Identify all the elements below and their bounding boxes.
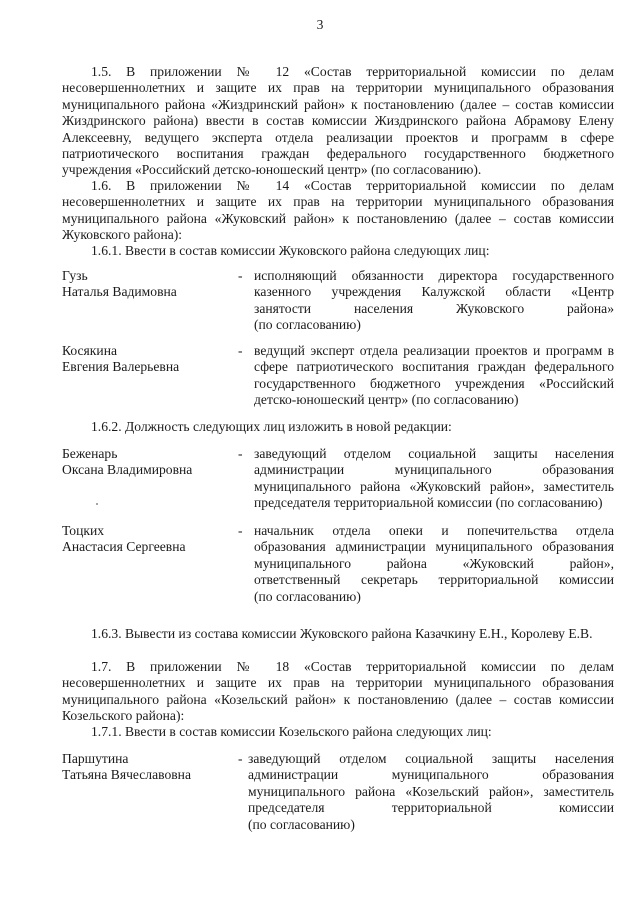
person-position: начальник отдела опеки и попечительства отдела образования администрации муниципального образования муниципального района «Жуковский район», ответственный секретарь территориальной комиссии (по согласованию) <box>254 523 614 604</box>
page-number: 3 <box>316 17 324 32</box>
person-name: Косякина Евгения Валерьевна <box>62 343 180 375</box>
person-name: Тоцких Анастасия Сергеевна <box>62 523 186 555</box>
person-position: ведущий эксперт отдела реализации проектов и программ в сфере патриотического воспитания граждан федерального государственного бюджетного учреждения «Российский детско-юношеский центр» (по согласованию) <box>254 343 614 408</box>
dash: - <box>238 751 243 766</box>
paragraph-1-6-1: 1.6.1. Ввести в состав комиссии Жуковского района следующих лиц: <box>91 243 490 258</box>
paragraph-1-7: 1.7. В приложении № 18 «Состав территориальной комиссии по делам несовершеннолетних и защите их прав на территории муниципального образования муниципального района «Козельский район» к постановлению (далее – состав комиссии Козельского района): <box>62 659 614 724</box>
paragraph-1-6-3: 1.6.3. Вывести из состава комиссии Жуковского района Казачкину Е.Н., Королеву Е.В. <box>91 626 593 641</box>
dash: - <box>238 268 243 283</box>
dash: - <box>238 523 243 538</box>
scan-speck <box>96 503 98 505</box>
person-name: Беженарь Оксана Владимировна <box>62 446 193 478</box>
person-position: заведующий отделом социальной защиты населения администрации муниципального образования муниципального района «Козельский район», заместитель председателя территориальной комиссии (по согласованию) <box>248 751 614 832</box>
paragraph-1-6: 1.6. В приложении № 14 «Состав территориальной комиссии по делам несовершеннолетних и защите их прав на территории муниципального образования муниципального района «Жуковский район» к постановлению (далее – состав комиссии Жуковского района): <box>62 178 614 243</box>
dash: - <box>238 446 243 461</box>
paragraph-1-6-2: 1.6.2. Должность следующих лиц изложить в новой редакции: <box>91 419 452 434</box>
person-name: Паршутина Татьяна Вячеславовна <box>62 751 191 783</box>
paragraph-1-5: 1.5. В приложении № 12 «Состав территориальной комиссии по делам несовершеннолетних и защите их прав на территории муниципального образования муниципального района «Жиздринский район» к постановлению (далее – состав комиссии Жиздринского района) ввести в состав комиссии Жиздринского района Абрамову Елену Алексеевну, ведущего эксперта отдела реализации проектов и программ в сфере патриотического воспитания граждан федерального государственного бюджетного учреждения «Российский детско-юношеский центр» (по согласованию). <box>62 64 614 178</box>
dash: - <box>238 343 243 358</box>
paragraph-1-7-1: 1.7.1. Ввести в состав комиссии Козельского района следующих лиц: <box>91 724 492 739</box>
person-name: Гузь Наталья Вадимовна <box>62 268 177 300</box>
person-position: заведующий отделом социальной защиты населения администрации муниципального образования муниципального района «Жуковский район», заместитель председателя территориальной комиссии (по согласованию) <box>254 446 614 511</box>
person-position: исполняющий обязанности директора государственного казенного учреждения Калужской области «Центр занятости населения Жуковского района» (по согласованию) <box>254 268 614 333</box>
